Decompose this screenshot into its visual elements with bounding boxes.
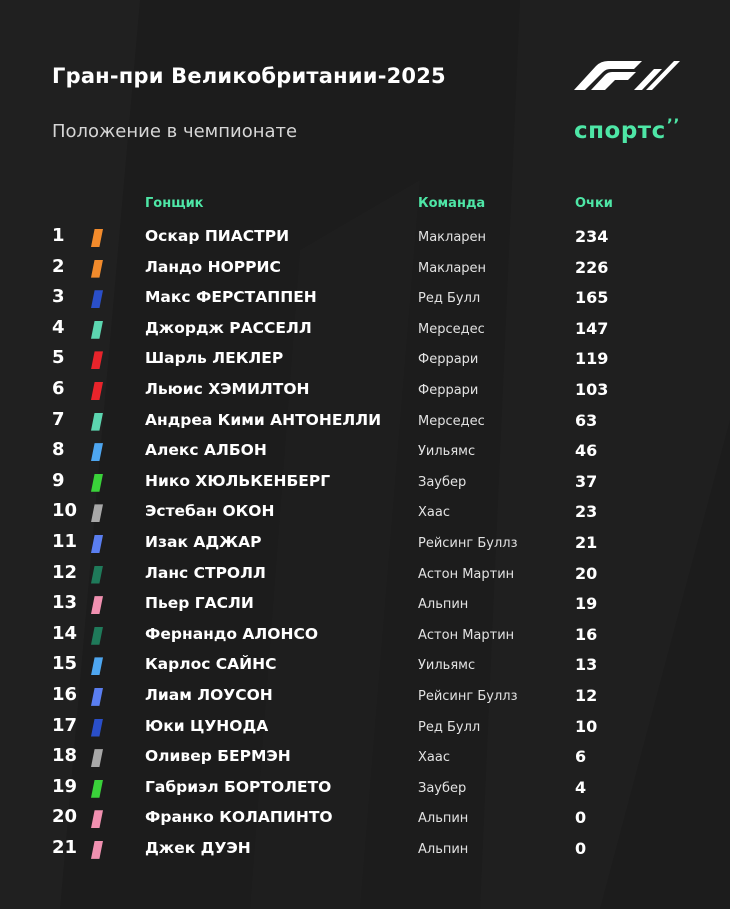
position-number: 3 [52,286,65,308]
position-number: 16 [52,683,78,705]
team-color-marker [91,504,103,522]
team-color-marker [91,229,103,247]
team-name: Заубер [418,474,467,490]
team-name: Ред Булл [418,291,481,307]
team-color-marker [91,596,103,614]
table-row [0,498,730,529]
team-color-marker [91,382,103,400]
driver-name: Изак АДЖАР [145,532,262,551]
table-row [0,743,730,774]
table-row [0,621,730,652]
team-color-marker [91,627,103,645]
team-name: Уильямс [418,444,476,460]
team-color-marker [91,474,103,492]
team-color-marker [91,290,103,308]
table-row [0,835,730,866]
standings-table [0,223,730,865]
team-color-marker [91,443,103,461]
team-name: Уильямс [418,658,476,674]
team-name: Феррари [418,382,479,398]
driver-name: Фернандо АЛОНСО [145,624,318,643]
points-value: 12 [575,685,598,705]
table-row [0,254,730,285]
points-value: 46 [575,441,598,461]
position-number: 21 [52,836,78,858]
driver-name: Франко КОЛАПИНТО [145,808,333,827]
team-name: Рейсинг Буллз [418,688,518,704]
points-value: 4 [575,777,587,797]
points-value: 23 [575,502,598,522]
driver-name: Габриэл БОРТОЛЕТО [145,777,332,796]
team-color-marker [91,657,103,675]
position-number: 13 [52,592,78,614]
team-name: Хаас [418,750,450,766]
team-color-marker [91,351,103,369]
driver-name: Карлос САЙНС [145,655,277,674]
points-value: 226 [575,257,609,277]
driver-name: Андреа Кими АНТОНЕЛЛИ [145,410,382,429]
team-color-marker [91,566,103,584]
page-subtitle: Положение в чемпионате [52,121,298,142]
table-row [0,804,730,835]
position-number: 11 [52,530,78,552]
table-row [0,376,730,407]
f1-logo-icon [574,60,680,90]
position-number: 8 [52,439,65,461]
team-name: Альпин [418,811,469,827]
position-number: 4 [52,316,65,338]
team-name: Макларен [418,260,487,276]
position-number: 12 [52,561,78,583]
sports-logo [574,115,680,144]
driver-name: Льюис ХЭМИЛТОН [145,379,310,398]
driver-name: Макс ФЕРСТАППЕН [145,288,317,307]
team-color-marker [91,413,103,431]
column-header-driver: Гонщик [145,196,204,211]
table-row [0,468,730,499]
column-header-team: Команда [418,196,486,211]
driver-name: Джек ДУЭН [145,838,251,857]
table-row [0,560,730,591]
team-name: Рейсинг Буллз [418,535,518,551]
points-value: 10 [575,716,598,736]
team-name: Ред Булл [418,719,481,735]
driver-name: Ланс СТРОЛЛ [145,563,266,582]
team-name: Астон Мартин [418,627,515,643]
driver-name: Пьер ГАСЛИ [145,594,254,613]
points-value: 6 [575,747,587,767]
team-color-marker [91,321,103,339]
column-header-points: Очки [575,196,613,211]
table-row [0,713,730,744]
table-row [0,345,730,376]
team-color-marker [91,810,103,828]
points-value: 234 [575,227,609,246]
driver-name: Шарль ЛЕКЛЕР [145,349,284,368]
points-value: 16 [575,624,598,644]
table-row [0,651,730,682]
driver-name: Нико ХЮЛЬКЕНБЕРГ [145,471,331,490]
driver-name: Лиам ЛОУСОН [145,685,273,704]
position-number: 2 [52,255,65,277]
team-color-marker [91,780,103,798]
team-color-marker [91,719,103,737]
table-row [0,682,730,713]
table-row [0,437,730,468]
points-value: 37 [575,471,598,491]
points-value: 0 [575,838,587,858]
position-number: 19 [52,775,78,797]
position-number: 5 [52,347,65,369]
team-color-marker [91,260,103,278]
table-row [0,590,730,621]
position-number: 7 [52,408,65,430]
table-row [0,284,730,315]
team-color-marker [91,841,103,859]
position-number: 10 [52,500,78,522]
position-number: 18 [52,745,78,767]
points-value: 13 [575,655,598,675]
position-number: 14 [52,622,78,644]
points-value: 119 [575,349,609,369]
position-number: 6 [52,377,65,399]
driver-name: Ландо НОРРИС [145,257,281,276]
driver-name: Алекс АЛБОН [145,441,267,460]
table-row [0,529,730,560]
driver-name: Юки ЦУНОДА [145,716,269,735]
position-number: 15 [52,653,78,675]
position-number: 9 [52,469,65,491]
points-value: 103 [575,379,609,399]
table-row [0,407,730,438]
table-row [0,223,730,254]
team-name: Заубер [418,780,467,796]
team-name: Феррари [418,352,479,368]
points-value: 0 [575,808,587,828]
team-name: Альпин [418,597,469,613]
table-row [0,774,730,805]
points-value: 21 [575,532,598,552]
driver-name: Оливер БЕРМЭН [145,747,291,766]
team-name: Хаас [418,505,450,521]
team-name: Астон Мартин [418,566,515,582]
sports-logo-text: спортс [574,118,666,144]
team-color-marker [91,688,103,706]
driver-name: Джордж РАССЕЛЛ [145,318,312,337]
points-value: 165 [575,288,609,308]
driver-name: Оскар ПИАСТРИ [145,227,290,245]
points-value: 20 [575,563,598,583]
points-value: 147 [575,318,609,338]
driver-name: Эстебан ОКОН [145,502,275,521]
position-number: 17 [52,714,78,736]
position-number: 1 [52,225,65,246]
team-color-marker [91,535,103,553]
team-name: Мерседес [418,321,485,337]
team-color-marker [91,749,103,767]
team-name: Макларен [418,230,487,245]
page-title: Гран-при Великобритании-2025 [52,64,446,88]
points-value: 19 [575,594,598,614]
team-name: Альпин [418,841,469,857]
points-value: 63 [575,410,598,430]
table-row [0,315,730,346]
team-name: Мерседес [418,413,485,429]
sports-logo-tick: ’’ [666,115,680,134]
position-number: 20 [52,806,78,828]
